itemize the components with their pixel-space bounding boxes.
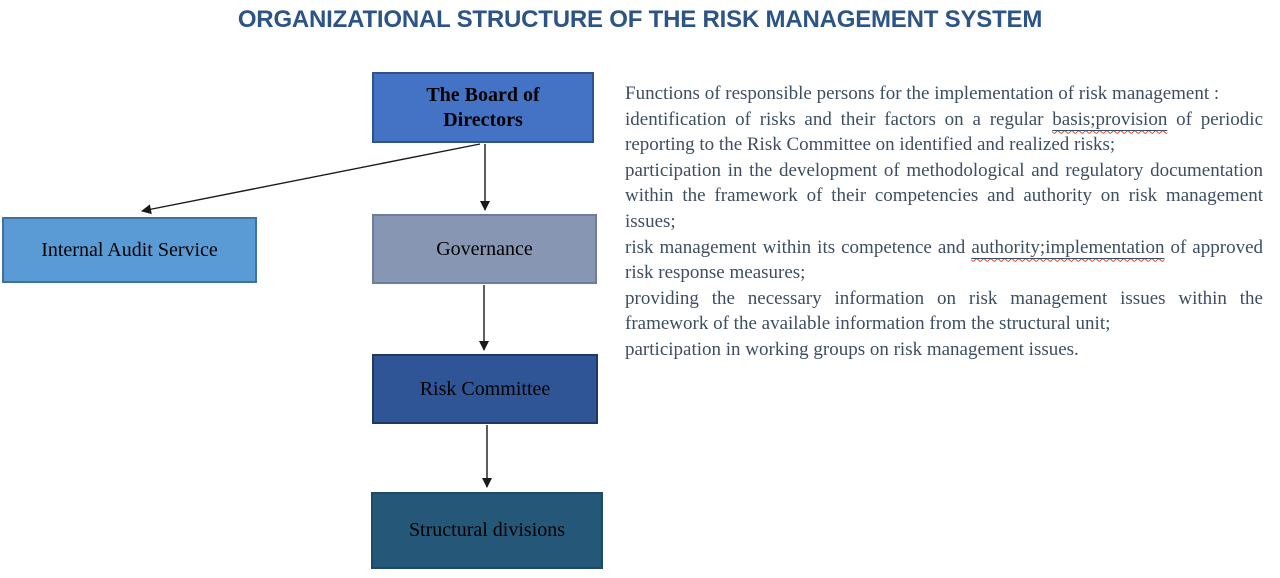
paragraph-text: identification of risks and their factors on a regular bbox=[625, 108, 1053, 130]
paragraph-text: of approved risk response measures; bbox=[625, 236, 1263, 284]
paragraph-text: of periodic reporting to the Risk Committee on identified and realized risks; bbox=[625, 108, 1263, 156]
functions-paragraph bbox=[625, 235, 1263, 286]
org-node-label: Internal Audit Service bbox=[41, 238, 218, 261]
paragraph-text: providing the necessary information on risk management issues within the framework of the available information from the structural unit; bbox=[625, 287, 1263, 335]
functions-description-text bbox=[625, 81, 1263, 363]
functions-paragraph bbox=[625, 337, 1263, 363]
paragraph-text: participation in working groups on risk management issues. bbox=[625, 338, 1079, 360]
org-node-structural-divisions bbox=[371, 492, 603, 569]
functions-paragraph bbox=[625, 286, 1263, 337]
org-node-label: Governance bbox=[436, 237, 533, 260]
org-node-board-of-directors bbox=[372, 72, 594, 143]
functions-paragraph bbox=[625, 107, 1263, 158]
org-node-governance bbox=[372, 214, 597, 284]
functions-paragraph bbox=[625, 81, 1263, 107]
org-node-label: Risk Committee bbox=[419, 377, 551, 400]
paragraph-text: Functions of responsible persons for the implementation of risk management : bbox=[625, 83, 1220, 104]
functions-paragraph bbox=[625, 158, 1263, 235]
paragraph-text: participation in the development of methodological and regulatory documentation within the framework of their competencies and authority on risk management issues; bbox=[625, 159, 1263, 232]
spellcheck-underlined-text: basis;provision bbox=[1052, 108, 1168, 130]
edge-board-to-internal-audit bbox=[142, 144, 480, 211]
page-title: ORGANIZATIONAL STRUCTURE OF THE RISK MANAGEMENT SYSTEM bbox=[237, 6, 1043, 33]
org-node-label: The Board of Directors bbox=[426, 83, 540, 131]
spellcheck-underlined-text: authority;implementation bbox=[971, 236, 1165, 258]
org-node-risk-committee bbox=[372, 354, 598, 424]
paragraph-text: risk management within its competence and bbox=[625, 236, 972, 258]
org-node-label: Structural divisions bbox=[408, 519, 566, 541]
org-node-internal-audit-service bbox=[2, 217, 257, 283]
